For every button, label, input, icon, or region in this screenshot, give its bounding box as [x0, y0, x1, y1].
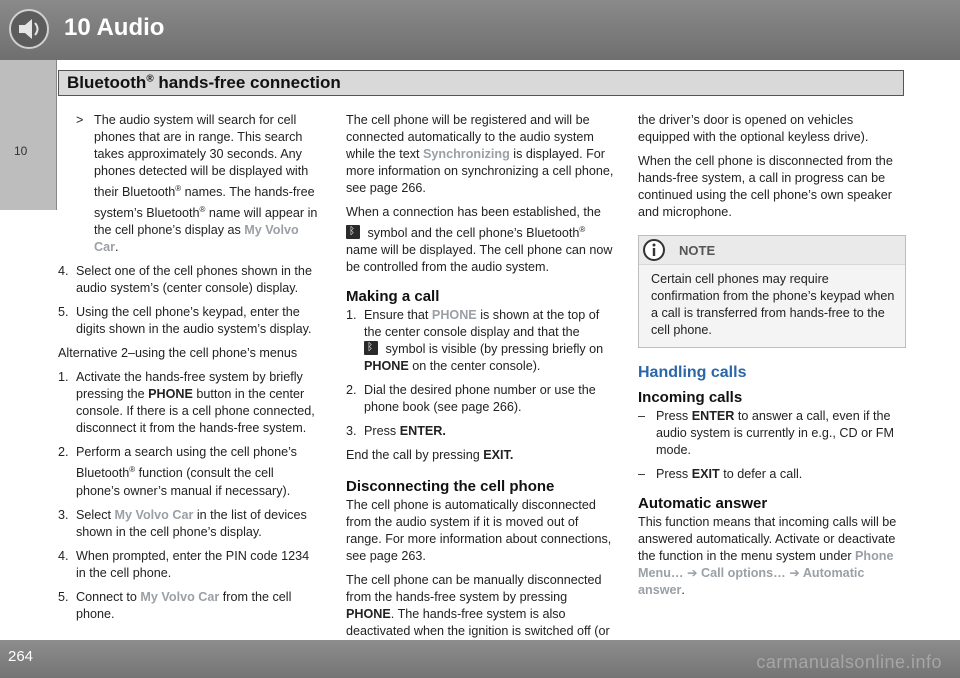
list-item — [346, 307, 616, 375]
text: symbol and the cell phone’s Bluetooth — [364, 226, 580, 241]
list-item — [346, 382, 616, 416]
text: The cell phone can be manually disconnected from the hands-free system by pressing — [346, 573, 602, 605]
reg-mark: ® — [199, 205, 206, 215]
display-text: Synchronizing — [423, 147, 510, 161]
text: Activate the hands-free system by briefly pressing the — [76, 370, 303, 402]
list-item-text — [76, 507, 320, 541]
watermark: carmanualsonline.info — [756, 652, 942, 672]
text: button in the center console. If there is a cell phone connected, disconnect it from the hands-free system. — [76, 387, 315, 436]
step-number: 4. — [58, 264, 69, 279]
list-item-text — [76, 444, 320, 499]
text: Select — [76, 507, 115, 522]
bluetooth-icon: ᛒ — [346, 225, 360, 239]
step-number: 3. — [346, 424, 357, 439]
text: End the call by pressing — [346, 448, 484, 463]
button-name: ENTER — [691, 409, 735, 423]
note-header — [639, 236, 905, 265]
list-item — [638, 408, 906, 459]
dash-marker: – — [638, 467, 646, 481]
section-title-a: Bluetooth — [67, 73, 147, 92]
paragraph: the driver’s door is opened on vehicles equipped with the optional keyless drive). — [638, 113, 869, 144]
text: Perform a search using the cell phone’s Bluetooth — [76, 445, 297, 481]
text: When a connection has been established, the — [346, 205, 601, 219]
step-number: 4. — [58, 548, 69, 563]
chapter-side-tab — [0, 60, 57, 210]
text: This function means that incoming calls will be answered automatically. Activate or deactivate the function in the menu system under — [638, 515, 897, 563]
button-name: EXIT — [691, 467, 720, 481]
list-item-text — [364, 307, 616, 375]
list-item-text: Using the cell phone’s keypad, enter the digits shown in the audio system’s display. — [76, 305, 312, 337]
list-item — [638, 466, 906, 483]
list-item-text: Select one of the cell phones shown in the audio system’s (center console) display. — [76, 264, 312, 296]
list-item-text: When prompted, enter the PIN code 1234 in the cell phone. — [76, 548, 310, 580]
menu-path: Automatic answer — [638, 566, 865, 597]
step-number: 1. — [58, 370, 69, 385]
list-item-text — [76, 369, 320, 437]
list-item-text — [94, 112, 320, 256]
chapter-title: 10 Audio — [64, 14, 165, 41]
text: on the center console). — [408, 359, 541, 374]
text: is shown at the top of the center console display and that the — [364, 308, 600, 340]
button-name: PHONE — [346, 607, 391, 622]
paragraph: The cell phone is automatically disconnected from the audio system if it is moved out of range. For more information about connections, see page 263. — [346, 498, 612, 564]
alternative-heading: Alternative 2–using the cell phone’s menus — [58, 346, 298, 361]
step-number: 5. — [58, 305, 69, 320]
list-item — [58, 304, 320, 338]
subheading-automatic-answer: Automatic answer — [638, 495, 768, 512]
list-item-text — [76, 589, 320, 623]
list-item-text — [656, 466, 906, 483]
paragraph — [346, 447, 616, 464]
list-item — [58, 369, 320, 437]
subheading-incoming: Incoming calls — [638, 389, 743, 406]
section-title-b: hands-free connection — [153, 73, 341, 92]
speaker-icon — [8, 8, 50, 50]
text: Press — [364, 424, 400, 439]
dash-marker: – — [638, 409, 646, 423]
info-icon — [643, 239, 665, 261]
text: from the cell phone. — [76, 589, 292, 621]
text: to answer a call, even if the audio system is currently in e.g., CD or FM mode. — [656, 409, 894, 457]
text: Ensure that — [364, 308, 432, 323]
heading-handling-calls: Handling calls — [638, 364, 747, 381]
text: . — [115, 240, 119, 255]
step-number: 5. — [58, 589, 69, 604]
subheading-disconnecting: Disconnecting the cell phone — [346, 478, 555, 496]
list-item — [58, 548, 320, 582]
text: The cell phone will be registered and will be connected automatically to the audio system while the text — [346, 113, 594, 161]
text: Press — [656, 467, 692, 481]
text: symbol is visible (by pressing briefly on — [382, 342, 604, 357]
note-title: NOTE — [679, 243, 716, 258]
text: names. The hands-free system’s Bluetooth — [94, 185, 315, 221]
menu-path: Call options… — [701, 566, 786, 580]
list-item — [346, 423, 616, 440]
page-number: 264 — [8, 648, 34, 665]
button-name: EXIT. — [483, 448, 514, 463]
button-name: PHONE — [148, 387, 193, 402]
text: The audio system will search for cell phones that are in range. This search takes approximately 30 seconds. Any phones detected will be displayed with their Bluetooth — [94, 113, 309, 200]
button-name: ENTER. — [399, 424, 446, 439]
paragraph: When the cell phone is disconnected from the hands-free system, a call in progress can be continued using the cell phone’s own speaker and microphone. — [638, 154, 893, 219]
text: in the list of devices shown in the cell phone’s display. — [76, 507, 307, 539]
text: to defer a call. — [719, 467, 803, 481]
step-number: 3. — [58, 507, 69, 522]
list-item — [58, 444, 320, 499]
section-title-sup: ® — [146, 73, 154, 85]
arrow: ➔ — [683, 566, 702, 580]
display-text: My Volvo Car — [94, 223, 299, 255]
column-3 — [638, 112, 906, 606]
side-chapter-number: 10 — [14, 144, 28, 158]
paragraph — [346, 112, 616, 197]
display-text: My Volvo Car — [114, 507, 194, 522]
step-number: 2. — [346, 383, 357, 398]
section-header — [58, 70, 904, 96]
reg-mark: ® — [175, 184, 182, 193]
bluetooth-icon: ᛒ — [364, 341, 378, 355]
note-body: Certain cell phones may require confirmation from the phone’s keypad when a call is transferred from hands-free to the cell phone. — [651, 272, 895, 337]
note-box — [638, 235, 906, 348]
column-2 — [346, 112, 616, 664]
list-item — [58, 507, 320, 541]
display-text: My Volvo Car — [140, 589, 220, 604]
subheading-making-call: Making a call — [346, 288, 440, 306]
text: Press — [656, 409, 692, 423]
text: . — [681, 583, 685, 597]
text: . The hands-free system is also deactivated when the ignition is switched off (or — [346, 607, 610, 639]
text: name will be displayed. The cell phone can now be controlled from the audio system. — [346, 243, 613, 275]
text: name will appear in the cell phone’s display as — [94, 206, 318, 238]
reg-mark: ® — [579, 225, 586, 234]
reg-mark: ® — [129, 465, 136, 475]
button-name: PHONE — [364, 359, 409, 374]
step-number: 1. — [346, 308, 357, 323]
text: Connect to — [76, 589, 141, 604]
chapter-header-bar — [0, 0, 960, 60]
paragraph — [346, 204, 616, 276]
text: function (consult the cell phone’s owner’s manual if necessary). — [76, 466, 291, 498]
column-1 — [58, 112, 320, 630]
result-marker: > — [76, 113, 84, 127]
list-item — [58, 263, 320, 297]
menu-path: Phone Menu… — [638, 549, 894, 580]
arrow: ➔ — [785, 566, 803, 580]
list-item-text — [656, 408, 906, 459]
paragraph — [638, 514, 906, 599]
display-text: PHONE — [431, 308, 477, 323]
text: is displayed. For more information on synchronizing a cell phone, see page 266. — [346, 147, 614, 195]
list-item-text — [364, 423, 616, 440]
step-number: 2. — [58, 445, 69, 460]
section-title — [67, 73, 341, 93]
list-item-text: Dial the desired phone number or use the phone book (see page 266). — [364, 383, 596, 415]
list-item — [58, 112, 320, 256]
list-item — [58, 589, 320, 623]
